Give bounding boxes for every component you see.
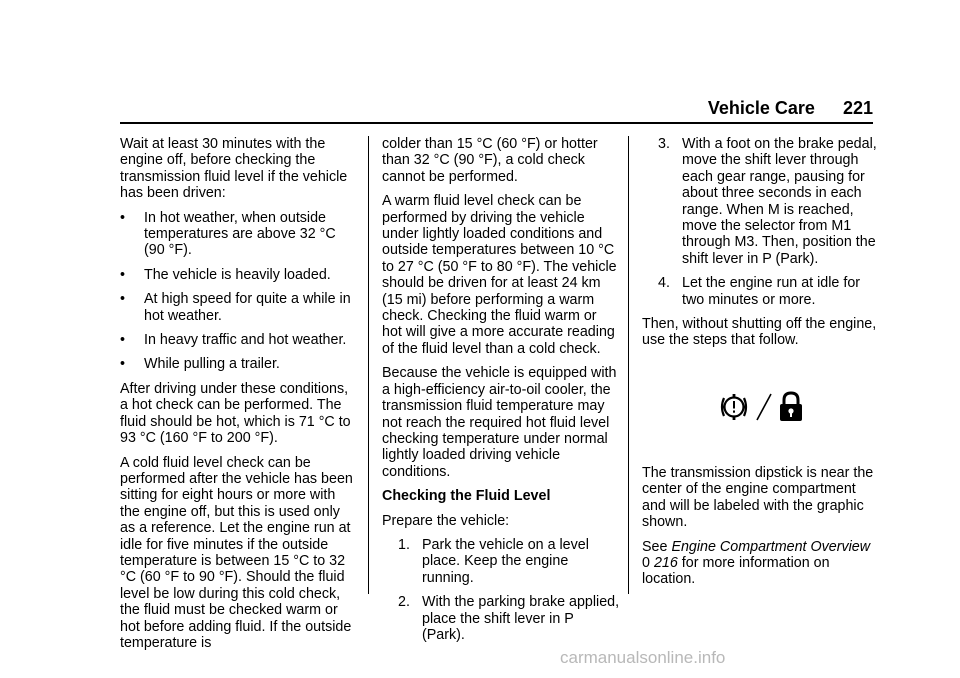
- bullet-text: In hot weather, when outside temperatures are above 32 °C (90 °F).: [144, 209, 336, 259]
- reference-page: 216: [653, 554, 678, 571]
- reference-title: Engine Compartment Overview: [671, 538, 871, 555]
- bullet-item: [120, 356, 358, 372]
- page-header: [120, 98, 873, 119]
- see-reference: [642, 539, 880, 588]
- cooler-paragraph: Because the vehicle is equipped with a high-efficiency air-to-oil cooler, the transmission fluid temperature may not reach the required hot fluid level checking temperature under normal lightly loaded driving vehicle conditions.: [382, 365, 617, 480]
- column-divider: [368, 136, 369, 594]
- step-text: With a foot on the brake pedal, move the shift lever through each gear range, pausing for about three seconds in each range. When M is reached, move the selector from M1 through M3. Then, position the shift lever in P (Park).: [682, 136, 877, 267]
- padlock-icon: [778, 390, 804, 424]
- step-text: Park the vehicle on a level place. Keep the engine running.: [422, 536, 589, 586]
- warm-check-paragraph: A warm fluid level check can be performed by driving the vehicle under lightly loaded conditions and outside temperatures between 10 °C to 27 °C (50 °F to 80 °F). The vehicle should be driven for at least 24 km (15 mi) before performing a warm check. Checking the fluid warm or hot will give a more accurate reading of the fluid level than a cold check.: [382, 193, 617, 357]
- section-title: Vehicle Care: [707, 98, 815, 118]
- bullet-text: While pulling a trailer.: [144, 356, 280, 373]
- step-number: 2.: [398, 594, 410, 611]
- prepare-label: Prepare the vehicle:: [382, 512, 510, 529]
- column-3: [642, 136, 880, 596]
- hot-check-paragraph: After driving under these conditions, a hot check can be performed. The fluid should be hot, which is 71 °C to 93 °C (160 °F to 200 °F).: [120, 380, 351, 447]
- step-number: 4.: [658, 275, 670, 292]
- column-1: [120, 136, 358, 659]
- bullet-item: [120, 210, 358, 259]
- step-item: [382, 537, 620, 586]
- bullet-mark: •: [120, 266, 126, 283]
- bullet-text: At high speed for quite a while in hot weather.: [144, 291, 351, 324]
- bullet-item: [120, 291, 358, 324]
- bullet-item: [120, 332, 358, 348]
- bullet-mark: •: [120, 209, 126, 226]
- step-item: [642, 275, 880, 308]
- bullet-mark: •: [120, 291, 126, 308]
- column-2: [382, 136, 620, 651]
- dipstick-paragraph: The transmission dipstick is near the center of the engine compartment and will be labeled with the graphic shown.: [642, 464, 874, 531]
- step-text: With the parking brake applied, place the shift lever in P (Park).: [422, 594, 620, 643]
- slash-icon: [754, 390, 774, 424]
- intro-paragraph: Wait at least 30 minutes with the engine off, before checking the transmission fluid level if the vehicle has been driven:: [120, 136, 348, 202]
- gear-warning-icon: [718, 390, 750, 424]
- step-item: [642, 136, 880, 267]
- page-arrow-icon: 0: [642, 554, 650, 571]
- step-number: 3.: [658, 136, 670, 152]
- cold-check-paragraph: A cold fluid level check can be performed after the vehicle has been sitting for eight hours or more with the engine off, but this is used only as a reference. Let the engine run at idle for five minutes if the outside temperature is between 15 °C to 32 °C (60 °F to 90 °F). Should the fluid level be low during this cold check, the fluid must be checked warm or hot before adding fluid. If the outside temperature is: [120, 454, 353, 651]
- bullet-text: The vehicle is heavily loaded.: [144, 266, 331, 283]
- watermark: carmanualsonline.info: [560, 648, 726, 667]
- step-number: 1.: [398, 536, 410, 553]
- step-item: [382, 594, 620, 643]
- column-divider: [628, 136, 629, 594]
- bullet-text: In heavy traffic and hot weather.: [144, 332, 347, 349]
- page-number: 221: [842, 98, 873, 118]
- bullet-item: [120, 267, 358, 283]
- bullet-mark: •: [120, 356, 126, 373]
- section-subheading: Checking the Fluid Level: [382, 488, 551, 505]
- header-rule: [120, 122, 873, 124]
- see-prefix: See: [642, 538, 668, 555]
- dipstick-graphic: [642, 379, 880, 435]
- see-suffix: for more information on location.: [642, 554, 830, 588]
- bullet-mark: •: [120, 332, 126, 349]
- steps-follow-paragraph: Then, without shutting off the engine, use the steps that follow.: [642, 316, 877, 349]
- cold-check-continued: colder than 15 °C (60 °F) or hotter than 32 °C (90 °F), a cold check cannot be performed.: [382, 136, 598, 185]
- step-text: Let the engine run at idle for two minutes or more.: [682, 275, 861, 308]
